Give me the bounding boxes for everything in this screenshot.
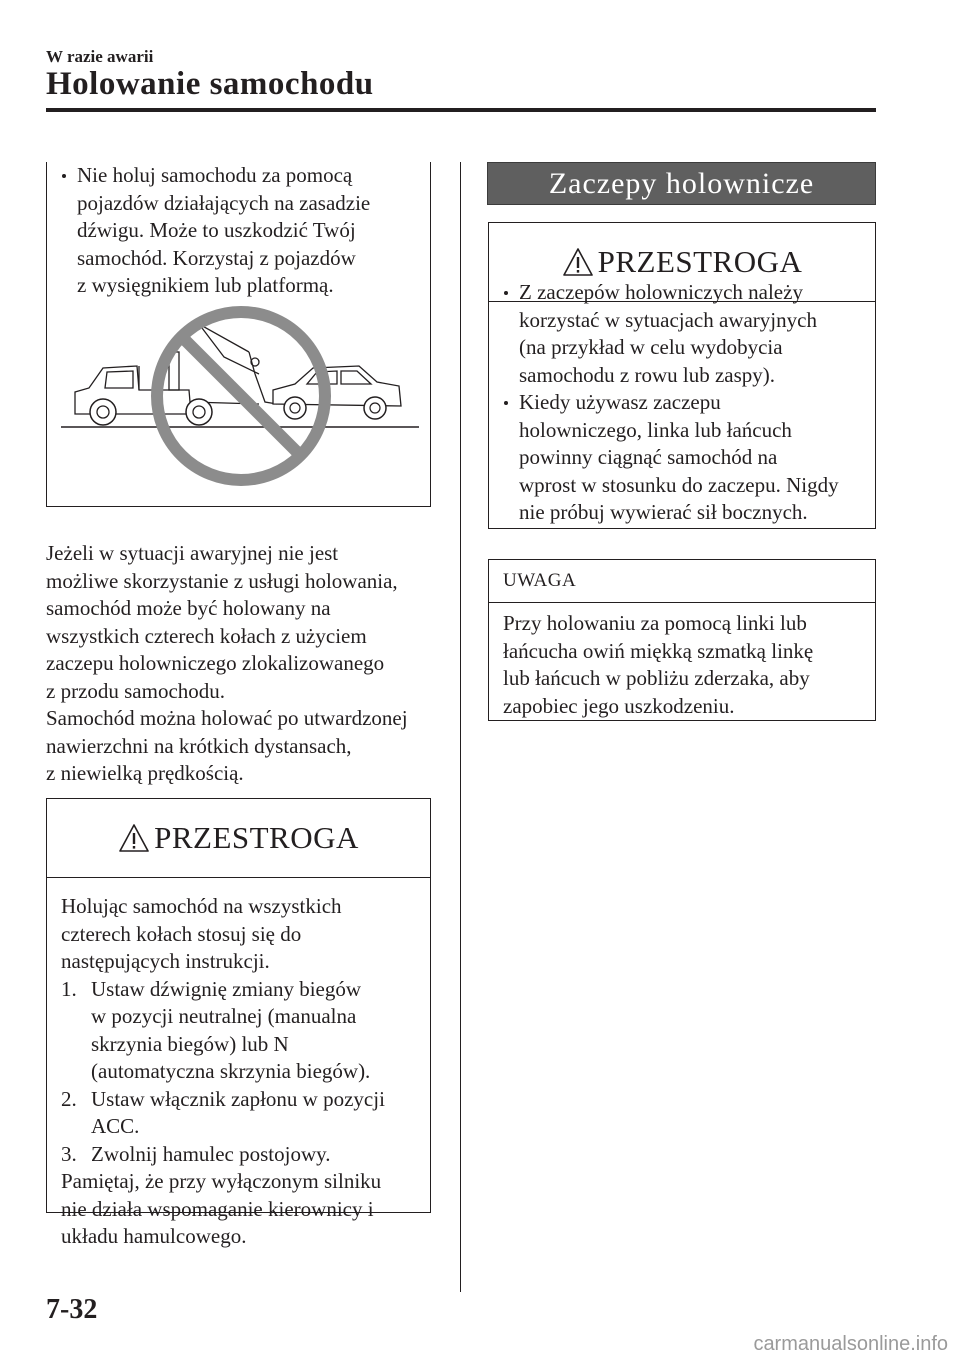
title-rule — [46, 108, 876, 112]
instruction-step — [61, 976, 421, 1086]
note-box — [488, 559, 876, 721]
bullet-line: z wysięgnikiem lub platformą. — [77, 273, 334, 297]
note-heading: UWAGA — [489, 560, 875, 603]
bullet-line: wprost w stosunku do zaczepu. Nigdy — [519, 472, 839, 497]
paragraph-line: wszystkich czterech kołach z użyciem — [46, 623, 367, 648]
caution-header — [47, 799, 430, 878]
step-line: Ustaw dźwignię zmiany biegów — [91, 976, 362, 1001]
bullet-dot — [504, 291, 508, 295]
caution-outro-line: nie działa wspomaganie kierownicy i — [61, 1196, 374, 1221]
section-label: W razie awarii — [46, 47, 154, 66]
step-number: 3. — [61, 1141, 77, 1166]
caution-bullet — [501, 279, 871, 389]
warning-triangle-icon — [118, 823, 150, 853]
bullet-line: Z zaczepów holowniczych należy — [519, 280, 803, 304]
no-wrecker-towing-illustration — [59, 302, 419, 492]
page-number: 7-32 — [46, 1294, 98, 1325]
column-divider — [460, 162, 461, 1292]
bullet-line: (na przykład w celu wydobycia — [519, 335, 783, 359]
paragraph-line: z niewielką prędkością. — [46, 761, 244, 785]
caution-box-tow-hooks — [488, 222, 876, 529]
note-line: lub łańcuch w pobliżu zderzaka, aby — [503, 666, 810, 690]
paragraph-line: zaczepu holowniczego zlokalizowanego — [46, 651, 385, 675]
step-line: Ustaw włącznik zapłonu w pozycji — [91, 1086, 385, 1111]
paragraph-line: z przodu samochodu. — [46, 678, 226, 703]
caution-box-four-wheels — [46, 798, 431, 1248]
wrecker-warning-box — [46, 162, 431, 507]
emergency-towing-paragraph — [46, 540, 446, 788]
caution-outro-line: układu hamulcowego. — [61, 1224, 247, 1248]
instruction-step — [61, 1086, 421, 1141]
note-body — [503, 610, 868, 720]
bullet-line: samochód. Korzystaj z pojazdów — [77, 245, 356, 270]
step-line: (automatyczna skrzynia biegów). — [91, 1059, 371, 1083]
step-line: w pozycji neutralnej (manualna — [91, 1004, 357, 1028]
bullet-line: samochodu z rowu lub zaspy). — [519, 362, 776, 387]
step-line: ACC. — [91, 1114, 140, 1138]
caution-outro-line: Pamiętaj, że przy wyłączonym silniku — [61, 1169, 382, 1193]
bullet-line: Nie holuj samochodu za pomocą — [77, 163, 353, 187]
caution-bullet — [501, 389, 871, 527]
note-line: Przy holowaniu za pomocą linki lub — [503, 611, 807, 635]
bullet-line: nie próbuj wywierać sił bocznych. — [519, 500, 808, 524]
step-line: skrzynia biegów) lub N — [91, 1031, 289, 1056]
paragraph-line: samochód może być holowany na — [46, 596, 331, 620]
bullet-line: powinny ciągnąć samochód na — [519, 445, 778, 469]
paragraph-line: Jeżeli w sytuacji awaryjnej nie jest — [46, 541, 339, 565]
watermark: carmanualsonline.info — [753, 1333, 948, 1355]
caution-intro-line: czterech kołach stosuj się do — [61, 921, 302, 946]
paragraph-line: możliwe skorzystanie z usługi holowania, — [46, 568, 398, 593]
instruction-step — [61, 1141, 421, 1169]
step-line: Zwolnij hamulec postojowy. — [91, 1141, 331, 1166]
note-line: zapobiec jego uszkodzeniu. — [503, 693, 735, 718]
bullet-line: holowniczego, linka lub łańcuch — [519, 417, 792, 442]
bullet-dot — [62, 174, 66, 178]
note-line: łańcucha owiń miękką szmatką linkę — [503, 638, 814, 663]
paragraph-line: nawierzchni na krótkich dystansach, — [46, 733, 352, 758]
wrecker-warning-bullet — [59, 162, 437, 300]
paragraph-line: Samochód można holować po utwardzonej — [46, 706, 408, 730]
caution-body — [61, 893, 421, 1251]
bullet-line: korzystać w sytuacjach awaryjnych — [519, 307, 817, 332]
warning-triangle-icon — [562, 247, 594, 277]
caution-intro-line: Holując samochód na wszystkich — [61, 894, 342, 918]
bullet-line: Kiedy używasz zaczepu — [519, 390, 721, 414]
section-banner: Zaczepy holownicze — [487, 162, 876, 205]
step-number: 2. — [61, 1086, 77, 1111]
step-number: 1. — [61, 976, 77, 1001]
caution-heading: PRZESTROGA — [597, 244, 803, 279]
caution-intro-line: następujących instrukcji. — [61, 949, 270, 973]
caution-body — [501, 279, 871, 527]
page-title: Holowanie samochodu — [46, 66, 374, 102]
caution-heading: PRZESTROGA — [154, 820, 359, 855]
bullet-dot — [504, 401, 508, 405]
bullet-line: pojazdów działających na zasadzie — [77, 190, 371, 215]
bullet-line: dźwigu. Może to uszkodzić Twój — [77, 218, 356, 242]
